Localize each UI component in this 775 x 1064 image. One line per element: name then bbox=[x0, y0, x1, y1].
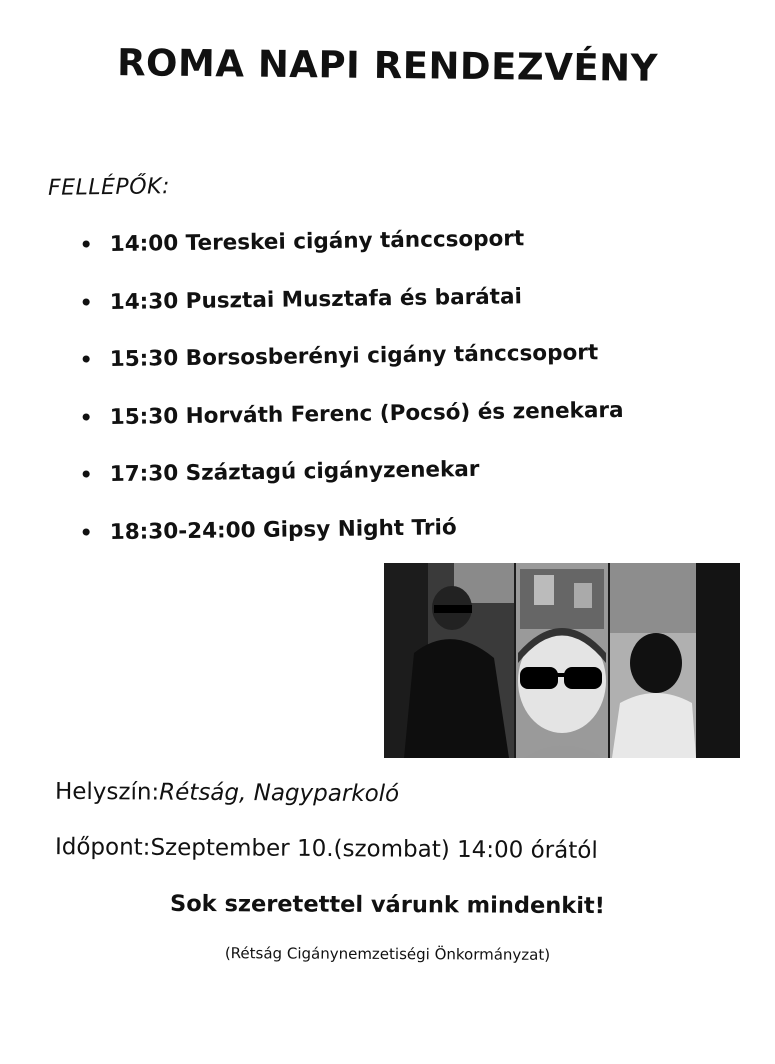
bullet-icon: • bbox=[79, 462, 93, 487]
bullet-icon: • bbox=[79, 232, 93, 257]
bullet-icon: • bbox=[79, 404, 93, 429]
performer-item bbox=[80, 281, 721, 347]
performer-text: 18:30-24:00 Gipsy Night Trió bbox=[109, 514, 457, 545]
time-label: Időpont: bbox=[54, 834, 151, 861]
performers-heading: FELLÉPŐK: bbox=[47, 174, 171, 201]
time-line bbox=[55, 834, 598, 864]
band-photo-image bbox=[384, 563, 740, 758]
organizer-credit: (Rétság Cigánynemzetiségi Önkormányzat) bbox=[224, 944, 551, 964]
performer-item bbox=[80, 454, 721, 520]
location-label: Helyszín: bbox=[54, 778, 160, 806]
bullet-icon: • bbox=[79, 347, 93, 372]
performer-item bbox=[80, 396, 721, 462]
performer-text: 17:30 Száztagú cigányzenekar bbox=[109, 456, 480, 488]
band-photo bbox=[384, 563, 740, 758]
time-value: Szeptember 10.(szombat) 14:00 órától bbox=[150, 834, 598, 864]
location-value: Rétság, Nagyparkoló bbox=[159, 779, 400, 808]
performers-list bbox=[80, 228, 720, 573]
performer-item bbox=[80, 224, 721, 290]
poster-title: ROMA NAPI RENDEZVÉNY bbox=[116, 41, 659, 90]
performer-text: 15:30 Borsosberényi cigány tánccsoport bbox=[109, 340, 599, 373]
location-line bbox=[55, 779, 399, 807]
performer-text: 15:30 Horváth Ferenc (Pocsó) és zenekara bbox=[109, 397, 624, 430]
performer-text: 14:00 Tereskei cigány tánccsoport bbox=[109, 226, 525, 258]
welcome-message: Sok szeretettel várunk mindenkit! bbox=[169, 890, 606, 920]
performer-text: 14:30 Pusztai Musztafa és barátai bbox=[109, 283, 523, 315]
performer-item bbox=[80, 339, 721, 405]
bullet-icon: • bbox=[79, 519, 93, 544]
bullet-icon: • bbox=[79, 289, 93, 314]
